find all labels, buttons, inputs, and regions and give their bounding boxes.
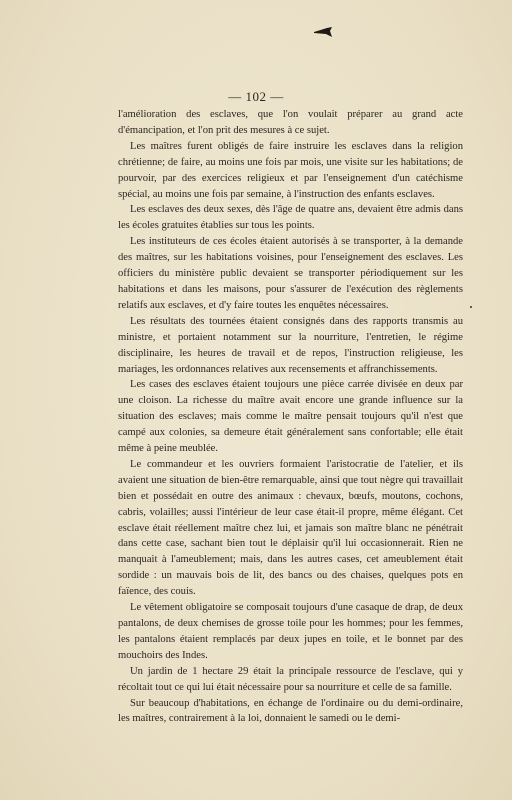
body-text (118, 107, 463, 727)
paragraph: Les résultats des tournées étaient consignés dans des rapports transmis au ministre, et portaient notamment sur la nourriture, l'entretien, le régime disciplinaire, les heures de travail et de repos, l'instruction religieuse, les mariages, les ordonnances relatives aux recensements et affranchissements. (118, 315, 463, 375)
ink-mark-icon (313, 26, 333, 38)
paragraph: Les maîtres furent obligés de faire instruire les esclaves dans la religion chrétienne; de faire, au moins une fois par mois, une visite sur les habitations; de pourvoir, par des exercices religieux et par l'enseignement d'un catéchisme spécial, au moins une fois par semaine, à l'instruction des enfants esclaves. (118, 140, 463, 200)
paragraph: Les instituteurs de ces écoles étaient autorisés à se transporter, à la demande des maîtres, sur les habitations voisines, pour l'enseignement des esclaves. Les officiers du ministère public devaient se transporter périodiquement sur les habitations et dans les maisons, pour s'assurer de l'exécution des règlements relatifs aux esclaves, et d'y faire toutes les enquêtes nécessaires. (118, 236, 463, 311)
paragraph: Sur beaucoup d'habitations, en échange de l'ordinaire ou du demi-ordinaire, les maîtres, contrairement à la loi, donnaient le samedi ou le demi- (118, 697, 463, 725)
paragraph: Un jardin de 1 hectare 29 était la principale ressource de l'esclave, qui y récoltait tout ce qui lui était nécessaire pour sa nourriture et celle de sa famille. (118, 665, 463, 693)
paragraph: Le commandeur et les ouvriers formaient l'aristocratie de l'atelier, et ils avaient une situation de bien-être remarquable, ainsi que tout nègre qui travaillait bien et possédait en outre des animaux : chevaux, bœufs, moutons, cochons, cabris, volailles; aussi l'intérieur de leur case était-il propre, même élégant. Cet esclave était réellement maître chez lui, et jamais son maître blanc ne pénétrait dans cette case, sachant bien tout le déplaisir qu'il lui occasionnerait. Rien ne manquait à l'ameublement; mais, dans les autres cases, cet ameublement était sordide : un mauvais bois de lit, des bancs ou des chaises, quelques pots en faïence, des couis. (118, 458, 463, 598)
page-number: — 102 — (228, 89, 284, 104)
paragraph: Les cases des esclaves étaient toujours une pièce carrée divisée en deux par une cloison. La richesse du maître avait encore une grande influence sur la situation des esclaves; mais comme le maître pensait toujours qu'il n'est que campé aux colonies, sa demeure était généralement sans confortable; elle était même à peine meublée. (118, 379, 463, 455)
paragraph: Les esclaves des deux sexes, dès l'âge de quatre ans, devaient être admis dans les écoles gratuites établies sur tous les points. (118, 204, 463, 232)
paragraph: l'amélioration des esclaves, que l'on voulait préparer au grand acte d'émancipation, et l'on prit des mesures à ce sujet. (118, 109, 463, 136)
paragraph: Le vêtement obligatoire se composait toujours d'une casaque de drap, de deux pantalons, de deux chemises de grosse toile pour les hommes; pour les femmes, les pantalons étaient remplacés par deux jupes en toile, et le bonnet par des mouchoirs des Indes. (118, 602, 463, 661)
ink-speck (470, 306, 472, 308)
